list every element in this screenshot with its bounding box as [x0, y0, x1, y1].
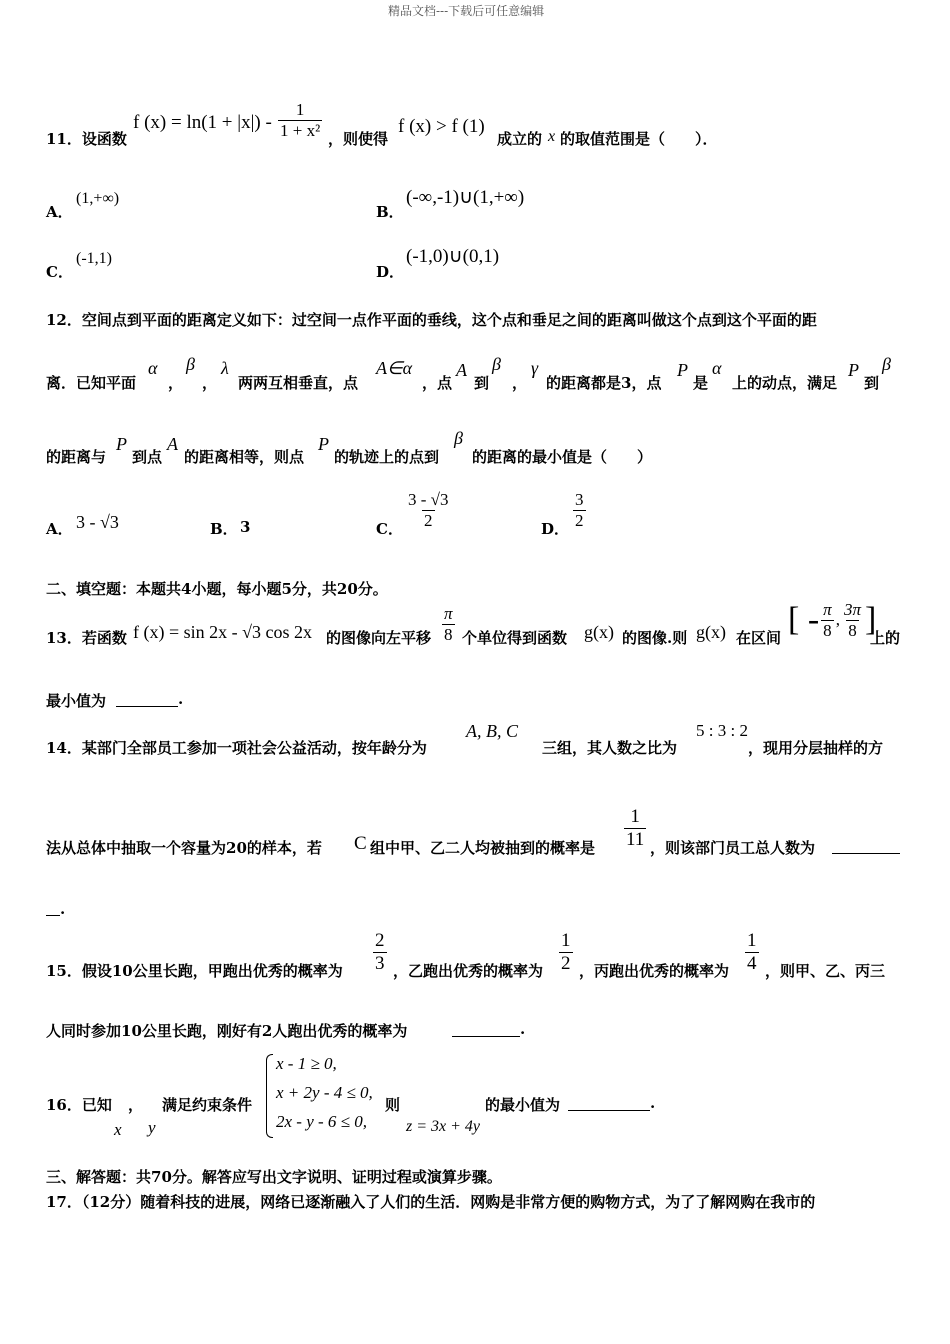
q12-l3-b: 到点 — [132, 448, 163, 466]
q13-int-comma: , — [835, 610, 840, 630]
q11-frac-den: 1 + x² — [280, 120, 321, 140]
q11-frac-num: 1 — [295, 100, 305, 119]
q16-comma: ， — [128, 1096, 144, 1114]
q13-mid-b: 个单位得到函数 — [462, 629, 568, 647]
q12-option-a-value: 3 - √3 — [76, 512, 119, 532]
q16-prefix: 16．已知 — [46, 1096, 112, 1114]
q14-ratio: 5 : 3 : 2 — [696, 721, 748, 740]
q12-option-c-num: 3 - √3 — [408, 490, 449, 509]
q12-lambda: λ — [221, 358, 229, 378]
q11-option-d-label: D． — [376, 263, 405, 281]
q13-line2: 最小值为 — [46, 692, 107, 710]
q11-function: f (x) = ln(1 + |x|) - — [133, 112, 272, 133]
q16-constraint-1: x - 1 ≥ 0, — [276, 1054, 337, 1073]
q13-g: g(x) — [584, 622, 614, 642]
q11-inequality: f (x) > f (1) — [398, 116, 485, 137]
q16-brace — [266, 1054, 273, 1138]
q13-int-open: [ - — [788, 601, 820, 639]
q13-g-2: g(x) — [696, 622, 726, 642]
q14-p-den: 11 — [626, 828, 645, 850]
q12-l2-f: 是 — [693, 374, 709, 392]
q13-int-b-num: 3π — [843, 600, 861, 619]
q12-l2-c: ，点 — [422, 374, 453, 392]
q13-suffix: 上的 — [870, 629, 901, 647]
q13-shift-den: 8 — [444, 624, 453, 644]
q14-probability — [622, 806, 648, 851]
q11-option-b-value: (-∞,-1)∪(1,+∞) — [406, 187, 525, 208]
q16-constraint-2: x + 2y - 4 ≤ 0, — [276, 1083, 373, 1102]
q12-point-p-2: P — [848, 360, 859, 380]
q16-var-y: y — [148, 1118, 156, 1137]
q12-option-b-label: B． — [210, 520, 238, 538]
q11-suffix-b: 的取值范围是（ ）． — [560, 130, 718, 148]
q12-comma-3: ， — [512, 374, 528, 392]
q14-l2-b: 组中甲、乙二人均被抽到的概率是 — [370, 839, 596, 857]
q11-option-a-value: (1,+∞) — [76, 190, 120, 207]
q13-interval — [788, 600, 876, 640]
header-watermark: 精品文档---下载后可任意编辑 — [388, 4, 545, 18]
q12-l2-e: 的距离都是3，点 — [546, 374, 662, 392]
q16-answer-blank — [568, 1096, 650, 1111]
q12-l2-h: 到 — [864, 374, 880, 392]
q12-alpha-2: α — [712, 358, 722, 378]
q16-var-x: x — [114, 1120, 122, 1139]
q12-beta-4: β — [454, 428, 463, 448]
q16-end: . — [650, 1094, 656, 1112]
q14-prefix: 14．某部门全部员工参加一项社会公益活动，按年龄分为 — [46, 739, 427, 757]
q12-beta-2: β — [492, 354, 501, 374]
q12-l3-c: 的距离相等，则点 — [184, 448, 305, 466]
q15-p1 — [371, 930, 389, 975]
q11-option-b-label: B． — [376, 203, 404, 221]
q12-comma-1: ， — [168, 374, 184, 392]
q14-answer-blank — [832, 839, 900, 854]
q14-l2-a: 法从总体中抽取一个容量为20的样本，若 — [46, 839, 322, 857]
q14-l2-c: ，则该部门员工总人数为 — [650, 839, 816, 857]
q16-constraint-3: 2x - y - 6 ≤ 0, — [276, 1112, 367, 1131]
q12-l2-a: 离．已知平面 — [46, 374, 137, 392]
q16-then: 则 — [385, 1096, 401, 1114]
q12-l2-d: 到 — [474, 374, 490, 392]
q14-suffix: ，现用分层抽样的方 — [748, 739, 884, 757]
q14-l3: . — [60, 900, 66, 918]
q17-text: 17．（12分）随着科技的进展，网络已逐渐融入了人们的生活．网购是非常方便的购物方式，为了了解网购在我市的 — [46, 1193, 816, 1211]
q15-p2-num: 1 — [561, 930, 571, 951]
q13-function: f (x) = sin 2x - √3 cos 2x — [133, 622, 313, 642]
q14-answer-blank-2 — [46, 901, 60, 916]
q12-option-c-den: 2 — [424, 510, 433, 530]
q12-point-p-4: P — [318, 434, 329, 454]
q12-option-c-label: C． — [376, 520, 403, 538]
q12-option-d-fraction — [571, 490, 588, 530]
q12-gamma: γ — [531, 358, 539, 378]
q15-mid-a: ，乙跑出优秀的概率为 — [393, 962, 544, 980]
q12-option-d-num: 3 — [575, 490, 584, 509]
q12-line1: 12．空间点到平面的距离定义如下：过空间一点作平面的垂线，这个点和垂足之间的距离叫做这个点到这个平面的距 — [46, 311, 817, 329]
q12-alpha: α — [148, 358, 158, 378]
q15-suffix: ，则甲、乙、丙三 — [765, 962, 886, 980]
q14-groups: A, B, C — [466, 721, 518, 741]
q15-line2: 人同时参加10公里长跑，刚好有2人跑出优秀的概率为 — [46, 1022, 408, 1040]
q13-mid-c: 的图像.则 — [622, 629, 688, 647]
q12-l2-g: 上的动点，满足 — [732, 374, 838, 392]
q11-option-a-label: A． — [46, 203, 73, 221]
q11-option-c-value: (-1,1) — [76, 250, 112, 267]
q12-l3-d: 的轨迹上的点到 — [334, 448, 440, 466]
q12-option-d-den: 2 — [575, 510, 584, 530]
q12-point-a: A — [456, 360, 467, 380]
q12-point-a-2: A — [167, 434, 178, 454]
q12-comma-2: ， — [202, 374, 218, 392]
q13-answer-blank — [116, 692, 178, 707]
q12-l2-b: 两两互相垂直，点 — [238, 374, 359, 392]
section2-title: 二、填空题：本题共4小题，每小题5分，共20分。 — [46, 580, 388, 598]
q15-p2-den: 2 — [561, 952, 571, 974]
q15-p3-num: 1 — [747, 930, 757, 951]
q16-mid: 满足约束条件 — [162, 1096, 253, 1114]
q15-p1-num: 2 — [375, 930, 385, 951]
q12-l3-a: 的距离与 — [46, 448, 107, 466]
q13-prefix: 13．若函数 — [46, 629, 127, 647]
q11-option-c-label: C． — [46, 263, 73, 281]
q11-suffix-a: 成立的 — [497, 130, 543, 148]
q15-p3-den: 4 — [747, 952, 757, 974]
q11-prefix: 11．设函数 — [46, 130, 127, 148]
q13-int-close: ] — [864, 601, 877, 639]
q11-var: x — [548, 128, 556, 145]
q13-shift-num: π — [444, 604, 453, 623]
q12-l3-e: 的距离的最小值是（ ） — [472, 448, 653, 466]
q14-p-num: 1 — [630, 806, 640, 827]
q12-point-p: P — [677, 360, 688, 380]
q13-shift-fraction — [440, 604, 457, 644]
q11-mid: ，则使得 — [328, 130, 389, 148]
q13-end: . — [178, 690, 184, 708]
q12-option-c-fraction — [404, 490, 453, 530]
q16-objective: z = 3x + 4y — [406, 1118, 481, 1135]
q15-end: . — [520, 1020, 526, 1038]
q15-p3 — [743, 930, 761, 975]
q14-mid: 三组，其人数之比为 — [542, 739, 678, 757]
q15-p2 — [557, 930, 575, 975]
q12-option-a-label: A． — [46, 520, 73, 538]
q13-mid-d: 在区间 — [736, 629, 782, 647]
q12-beta-3: β — [882, 354, 891, 374]
q15-mid-b: ，丙跑出优秀的概率为 — [579, 962, 730, 980]
q13-mid-a: 的图像向左平移 — [326, 629, 432, 647]
q15-p1-den: 3 — [375, 952, 385, 974]
q13-int-b-den: 8 — [848, 620, 857, 640]
q12-beta: β — [186, 354, 195, 374]
q15-answer-blank — [452, 1022, 520, 1037]
q11-option-d-value: (-1,0)∪(0,1) — [406, 246, 500, 267]
q13-int-a-num: π — [823, 600, 832, 619]
q16-suffix: 的最小值为 — [485, 1096, 561, 1114]
q15-prefix: 15．假设10公里长跑，甲跑出优秀的概率为 — [46, 962, 343, 980]
q12-option-d-label: D． — [541, 520, 570, 538]
q14-group-c: C — [354, 833, 367, 854]
q13-int-a-den: 8 — [823, 620, 832, 640]
q12-point-p-3: P — [116, 434, 127, 454]
q12-option-b-value: 3 — [240, 518, 251, 536]
q12-a-in-alpha: A∈α — [376, 358, 413, 378]
q11-fraction — [276, 100, 324, 140]
section3-title: 三、解答题：共70分。解答应写出文字说明、证明过程或演算步骤。 — [46, 1168, 502, 1186]
